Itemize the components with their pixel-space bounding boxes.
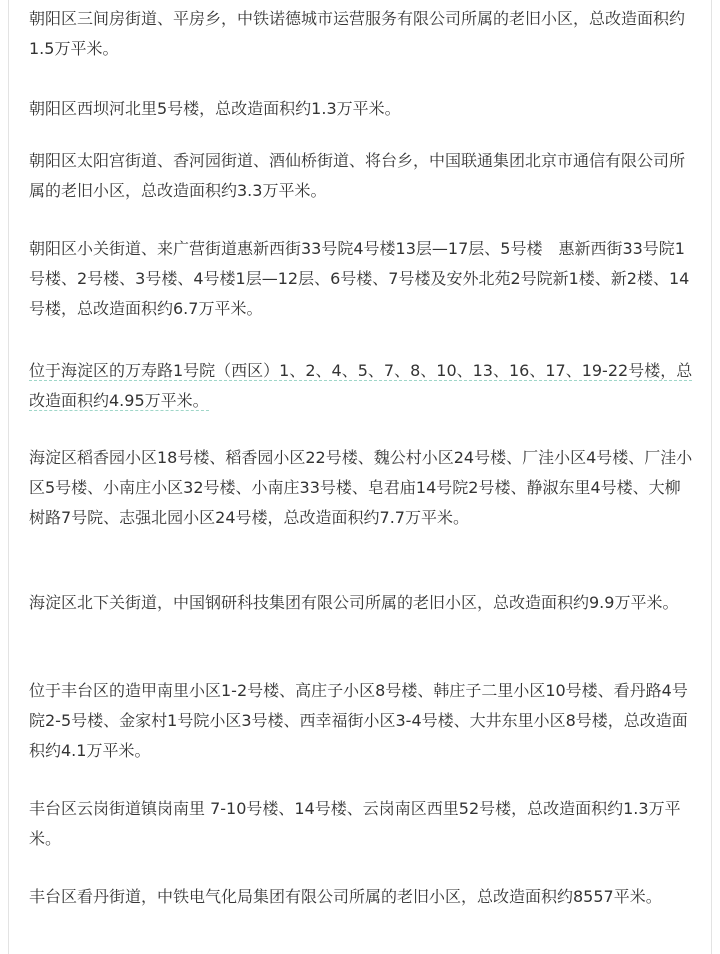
highlighted-text: 位于海淀区的万寿路1号院（西区）1、2、4、5、7、8、10、13、16、17、19-22号楼，总改造面积约4.95万平米。 <box>29 361 693 410</box>
paragraph-3: 朝阳区太阳宫街道、香河园街道、酒仙桥街道、将台乡，中国联通集团北京市通信有限公司所属的老旧小区，总改造面积约3.3万平米。 <box>29 151 686 200</box>
paragraph-10: 丰台区看丹街道，中铁电气化局集团有限公司所属的老旧小区，总改造面积约8557平米。 <box>29 887 662 906</box>
paragraph-6: 海淀区稻香园小区18号楼、稻香园小区22号楼、魏公村小区24号楼、厂洼小区4号楼、厂洼小区5号楼、小南庄小区32号楼、小南庄33号楼、皂君庙14号院2号楼、静淑东里4号楼、大柳树路7号院、志强北园小区24号楼，总改造面积约7.7万平米。 <box>29 448 693 527</box>
paragraph-8: 位于丰台区的造甲南里小区1-2号楼、高庄子小区8号楼、韩庄子二里小区10号楼、看丹路4号院2-5号楼、金家村1号院小区3号楼、西幸福街小区3-4号楼、大井东里小区8号楼，总改造面积约4.1万平米。 <box>29 681 688 760</box>
paragraph-9: 丰台区云岗街道镇岗南里 7-10号楼、14号楼、云岗南区西里52号楼，总改造面积约1.3万平米。 <box>29 799 681 848</box>
paragraph-4: 朝阳区小关街道、来广营街道惠新西街33号院4号楼13层—17层、5号楼 惠新西街33号院1号楼、2号楼、3号楼、4号楼1层—12层、6号楼、7号楼及安外北苑2号院新1楼、新2楼、14号楼，总改造面积约6.7万平米。 <box>29 239 690 318</box>
paragraph-2: 朝阳区西坝河北里5号楼，总改造面积约1.3万平米。 <box>29 99 401 118</box>
paragraph-1: 朝阳区三间房街道、平房乡，中铁诺德城市运营服务有限公司所属的老旧小区，总改造面积约1.5万平米。 <box>29 9 686 58</box>
paragraph-5 <box>29 356 693 416</box>
article-page <box>8 0 712 954</box>
paragraph-7: 海淀区北下关街道，中国钢研科技集团有限公司所属的老旧小区，总改造面积约9.9万平米。 <box>29 593 679 612</box>
